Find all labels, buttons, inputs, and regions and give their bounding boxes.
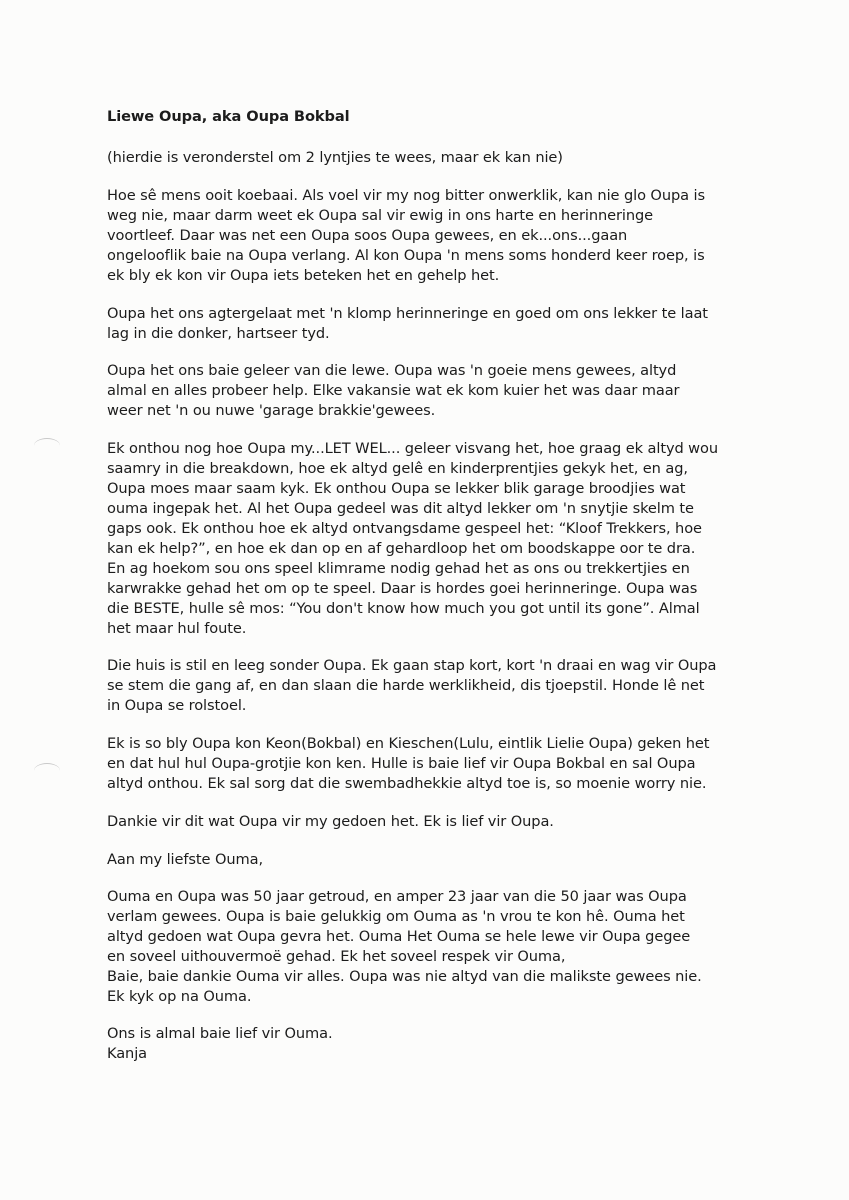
paragraph-line: lag in die donker, hartseer tyd. [107, 325, 330, 342]
paragraph-line: verlam gewees. Oupa is baie gelukkig om Ouma as 'n vrou te kon hê. Ouma het [107, 908, 685, 925]
margin-mark [34, 763, 60, 778]
paragraph-line: het maar hul foute. [107, 620, 247, 637]
paragraph-line: Baie, baie dankie Ouma vir alles. Oupa was nie altyd van die malikste gewees nie. [107, 968, 702, 985]
paragraph-line: altyd gedoen wat Oupa gevra het. Ouma Het Ouma se hele lewe vir Oupa gegee [107, 928, 691, 945]
paragraph-line: Ek kyk op na Ouma. [107, 988, 252, 1005]
paragraph-line: ongelooflik baie na Oupa verlang. Al kon Oupa 'n mens soms honderd keer roep, is [107, 247, 705, 264]
paragraph-line: Ouma en Oupa was 50 jaar getroud, en amper 23 jaar van die 50 jaar was Oupa [107, 888, 687, 905]
paragraph-line: weg nie, maar darm weet ek Oupa sal vir ewig in ons harte en herinneringe [107, 207, 654, 224]
paragraph-line: En ag hoekom sou ons speel klimrame nodig gehad het as ons ou trekkertjies en [107, 560, 690, 577]
paragraph-line: Ek is so bly Oupa kon Keon(Bokbal) en Kieschen(Lulu, eintlik Lielie Oupa) geken het [107, 735, 710, 752]
letter-note: (hierdie is veronderstel om 2 lyntjies te wees, maar ek kan nie) [107, 149, 563, 166]
margin-mark [34, 438, 60, 453]
paragraph-line: almal en alles probeer help. Elke vakansie wat ek kom kuier het was daar maar [107, 382, 680, 399]
paragraph-line: weer net 'n ou nuwe 'garage brakkie'gewees. [107, 402, 436, 419]
paragraph-line: se stem die gang af, en dan slaan die harde werklikheid, dis tjoepstil. Honde lê net [107, 677, 705, 694]
paragraph-line: en soveel uithouvermoë gehad. Ek het soveel respek vir Ouma, [107, 948, 566, 965]
paragraph-line: ek bly ek kon vir Oupa iets beteken het en gehelp het. [107, 267, 500, 284]
paragraph-line: Die huis is stil en leeg sonder Oupa. Ek gaan stap kort, kort 'n draai en wag vir Oupa [107, 657, 717, 674]
paragraph-line: saamry in die breakdown, hoe ek altyd gelê en kinderprentjies gekyk het, en ag, [107, 460, 688, 477]
paragraph-line: karwrakke gehad het om op te speel. Daar is hordes goei herinneringe. Oupa was [107, 580, 698, 597]
paragraph-line: in Oupa se rolstoel. [107, 697, 247, 714]
paragraph-line: altyd onthou. Ek sal sorg dat die swembadhekkie altyd toe is, so moenie worry nie. [107, 775, 707, 792]
paragraph-line: gaps ook. Ek onthou hoe ek altyd ontvangsdame gespeel het: “Kloof Trekkers, hoe [107, 520, 702, 537]
paragraph-line: kan ek help?”, en hoe ek dan op en af gehardloop het om boodskappe oor te dra. [107, 540, 696, 557]
paragraph-line: Oupa het ons agtergelaat met 'n klomp herinneringe en goed om ons lekker te laat [107, 305, 708, 322]
paragraph-line: Ek onthou nog hoe Oupa my...LET WEL... geleer visvang het, hoe graag ek altyd wou [107, 440, 719, 457]
paragraph-line: die BESTE, hulle sê mos: “You don't know how much you got until its gone”. Almal [107, 600, 700, 617]
paragraph-line: Oupa het ons baie geleer van die lewe. Oupa was 'n goeie mens gewees, altyd [107, 362, 677, 379]
paragraph-line: Dankie vir dit wat Oupa vir my gedoen het. Ek is lief vir Oupa. [107, 813, 554, 830]
closing-line: Ons is almal baie lief vir Ouma. [107, 1025, 333, 1042]
paragraph-line: ouma ingepak het. Al het Oupa gedeel was dit altyd lekker om 'n snytjie skelm te [107, 500, 694, 517]
salutation: Aan my liefste Ouma, [107, 851, 264, 868]
paragraph-line: voortleef. Daar was net een Oupa soos Oupa gewees, en ek...ons...gaan [107, 227, 628, 244]
paragraph-line: Oupa moes maar saam kyk. Ek onthou Oupa se lekker blik garage broodjies wat [107, 480, 686, 497]
paragraph-line: Hoe sê mens ooit koebaai. Als voel vir my nog bitter onwerklik, kan nie glo Oupa is [107, 187, 705, 204]
letter-title: Liewe Oupa, aka Oupa Bokbal [107, 108, 350, 125]
paragraph-line: en dat hul hul Oupa-grotjie kon ken. Hulle is baie lief vir Oupa Bokbal en sal Oupa [107, 755, 696, 772]
signature: Kanja [107, 1045, 148, 1062]
